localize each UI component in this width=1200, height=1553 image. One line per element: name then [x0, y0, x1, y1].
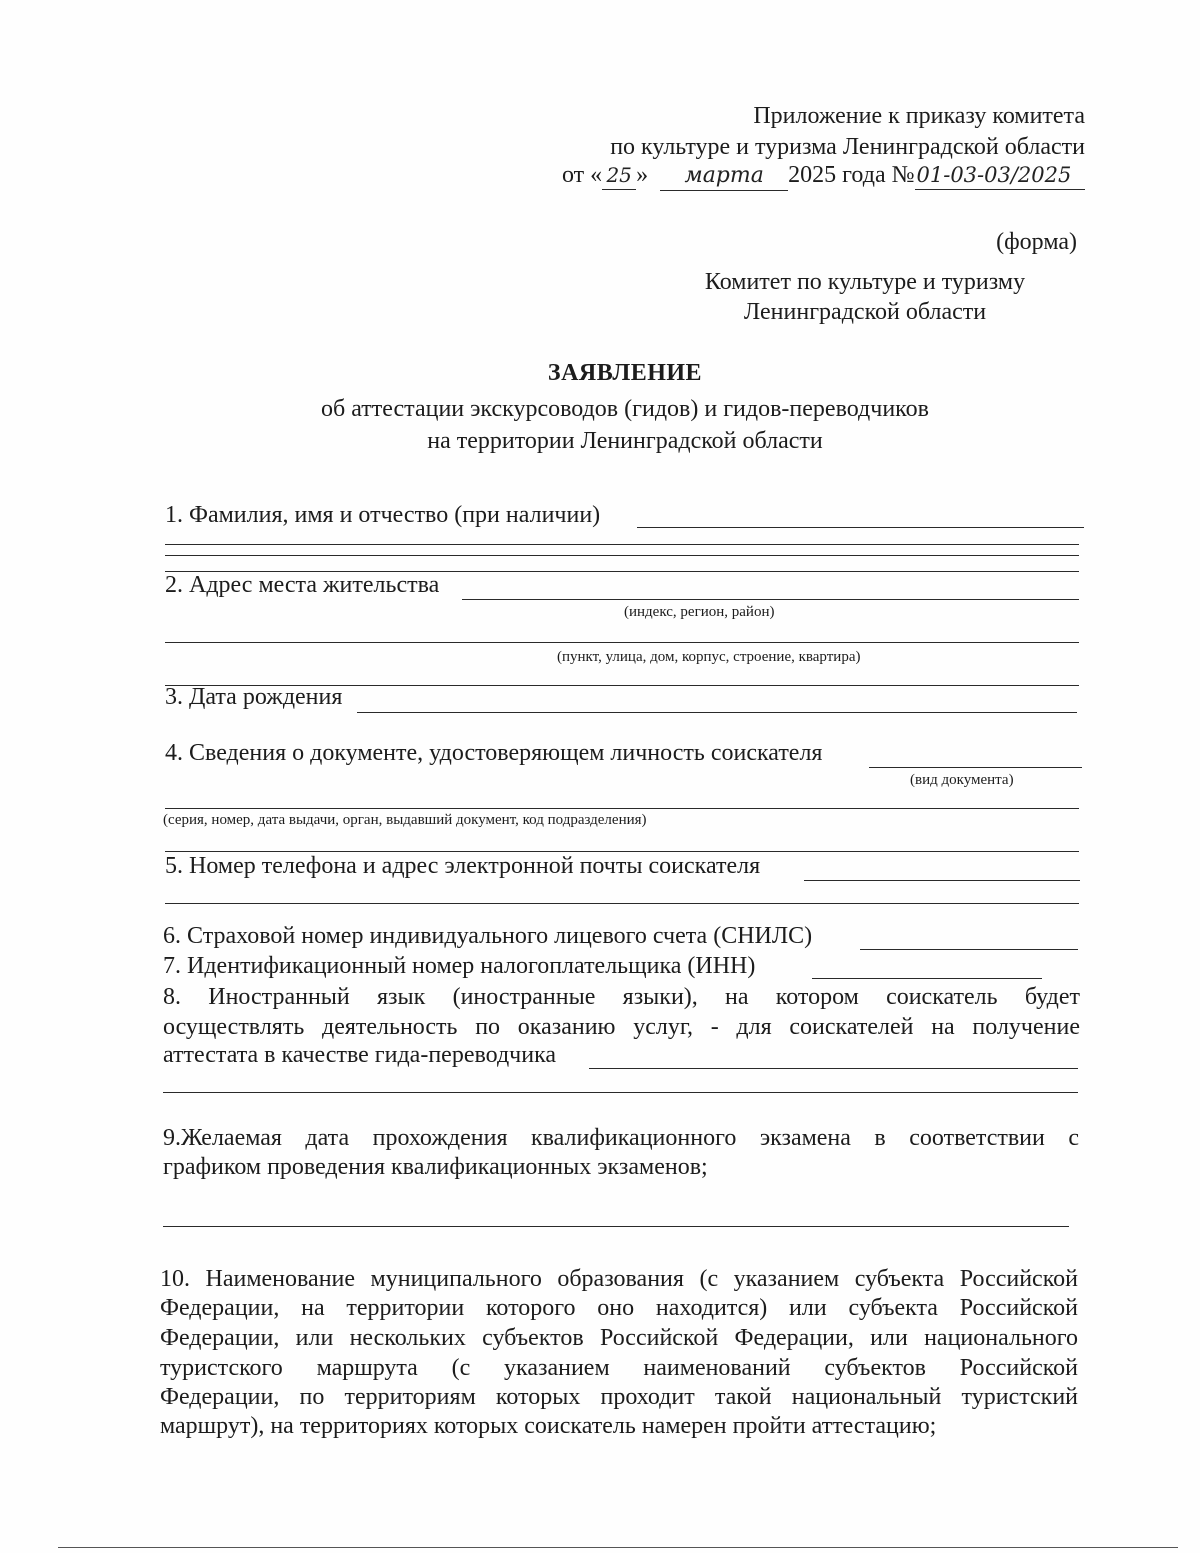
addressee-line-2: Ленинградской области: [743, 299, 987, 325]
field-3-label: 3. Дата рождения: [165, 684, 343, 710]
field-1-label: 1. Фамилия, имя и отчество (при наличии): [165, 502, 601, 528]
field-1-line-2[interactable]: [165, 544, 1079, 545]
field-8-line-1: 8. Иностранный язык (иностранные языки), на котором соискатель будет: [163, 984, 1080, 1010]
field-6-underline[interactable]: [860, 949, 1078, 950]
field-2-hint-1: (индекс, регион, район): [624, 604, 775, 620]
field-3-underline[interactable]: [357, 712, 1077, 713]
header-line-2: по культуре и туризма Ленинградской области: [610, 134, 1085, 160]
field-7-underline[interactable]: [812, 978, 1042, 979]
day-handwritten: 25: [602, 161, 636, 190]
order-number-handwritten: 01-03-03/2025: [915, 161, 1085, 190]
field-10-line-1: 10. Наименование муниципального образования (с указанием субъекта Российской: [160, 1266, 1078, 1292]
field-10-line-4: туристского маршрута (с указанием наименований субъектов Российской: [160, 1355, 1078, 1381]
field-5-line-2[interactable]: [165, 903, 1079, 904]
field-2-line-2[interactable]: [165, 642, 1079, 643]
field-7-label: 7. Идентификационный номер налогоплательщика (ИНН): [163, 953, 756, 979]
field-6-label: 6. Страховой номер индивидуального лицевого счета (СНИЛС): [163, 923, 813, 949]
field-5-label: 5. Номер телефона и адрес электронной почты соискателя: [165, 853, 761, 879]
document-title: ЗАЯВЛЕНИЕ: [547, 360, 703, 386]
subtitle-line-2: на территории Ленинградской области: [427, 428, 823, 454]
date-prefix: от «: [562, 162, 603, 188]
field-9-underline[interactable]: [163, 1226, 1069, 1227]
field-8-line-4[interactable]: [163, 1092, 1078, 1093]
page-bottom-edge: [58, 1547, 1178, 1548]
field-9-line-1: 9.Желаемая дата прохождения квалификационного экзамена в соответствии с: [163, 1125, 1079, 1151]
field-10-line-3: Федерации, или нескольких субъектов Российской Федерации, или национального: [160, 1325, 1078, 1351]
field-8-line-3: аттестата в качестве гида-переводчика: [163, 1042, 557, 1068]
year-text: 2025 года №: [788, 162, 915, 188]
field-10-line-2: Федерации, на территории которого оно находится) или субъекта Российской: [160, 1295, 1078, 1321]
addressee-line-1: Комитет по культуре и туризму: [704, 269, 1026, 295]
field-10-line-5: Федерации, по территориям которых проходит такой национальный туристский: [160, 1384, 1078, 1410]
date-mid: »: [636, 162, 649, 188]
field-8-line-2: осуществлять деятельность по оказанию услуг, - для соискателей на получение: [163, 1014, 1080, 1040]
field-5-underline[interactable]: [804, 880, 1080, 881]
field-2-underline[interactable]: [462, 599, 1079, 600]
field-1-line-3[interactable]: [165, 555, 1079, 556]
month-handwritten: марта: [660, 162, 788, 191]
form-label: (форма): [996, 229, 1077, 255]
header-line-1: Приложение к приказу комитета: [753, 103, 1085, 129]
field-1-underline[interactable]: [637, 527, 1084, 528]
field-2-hint-2: (пункт, улица, дом, корпус, строение, квартира): [557, 649, 861, 665]
field-9-line-2: графиком проведения квалификационных экзаменов;: [163, 1154, 708, 1180]
field-4-hint-1: (вид документа): [910, 772, 1014, 788]
order-date-line: [562, 161, 1085, 191]
field-4-hint-2: (серия, номер, дата выдачи, орган, выдавший документ, код подразделения): [163, 812, 647, 828]
field-4-label: 4. Сведения о документе, удостоверяющем личность соискателя: [165, 740, 823, 766]
field-8-underline[interactable]: [589, 1068, 1078, 1069]
field-4-underline[interactable]: [869, 767, 1082, 768]
field-4-line-2[interactable]: [165, 808, 1079, 809]
field-2-label: 2. Адрес места жительства: [165, 572, 440, 598]
field-10-line-6: маршрут), на территориях которых соискатель намерен пройти аттестацию;: [160, 1413, 937, 1439]
subtitle-line-1: об аттестации экскурсоводов (гидов) и гидов-переводчиков: [321, 396, 929, 422]
